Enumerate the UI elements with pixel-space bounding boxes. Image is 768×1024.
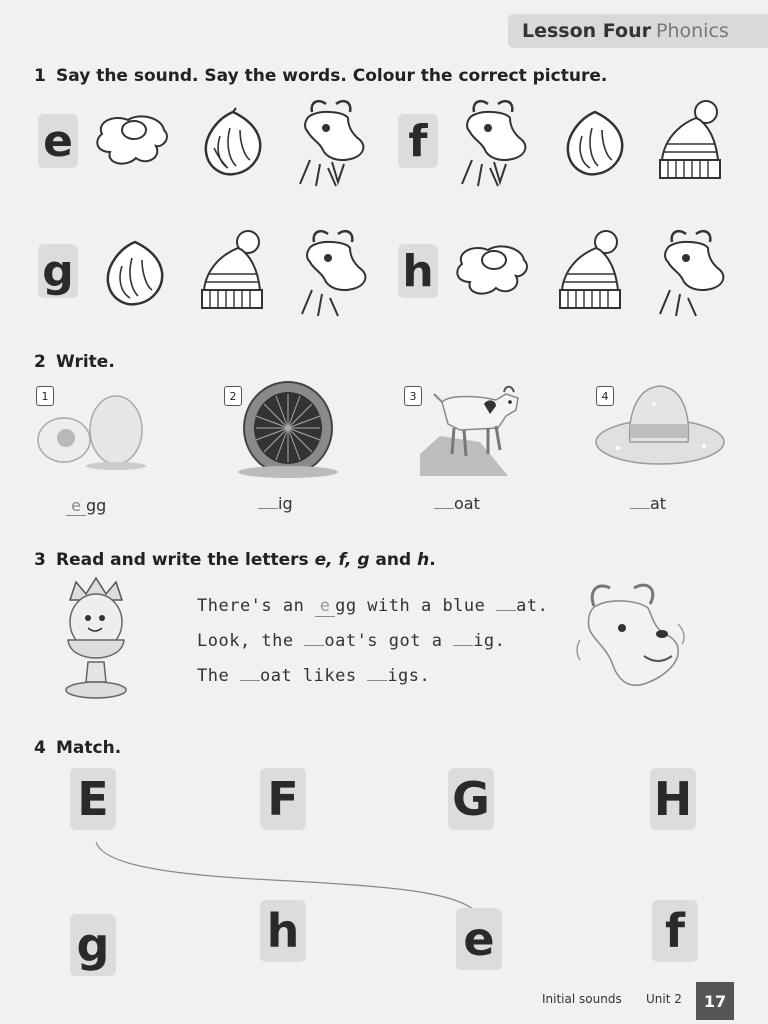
egg-fried-picture[interactable] <box>452 242 532 298</box>
letter-tile-e: e <box>38 114 78 168</box>
answer-blank[interactable] <box>304 645 324 646</box>
exercise-2-heading: 2 Write. <box>34 352 115 372</box>
uppercase-tile-H[interactable]: H <box>650 768 696 830</box>
goat-picture[interactable] <box>454 98 530 188</box>
answer-blank[interactable]: e <box>66 496 86 516</box>
exercise-1-heading: 1 Say the sound. Say the words. Colour the correct picture. <box>34 66 608 86</box>
goat-on-rock-picture <box>420 384 530 480</box>
item-number-box: 3 <box>404 386 422 406</box>
sentence-2: Look, the oat's got a ig. <box>197 631 506 651</box>
lowercase-tile-g[interactable]: g <box>70 914 116 976</box>
exercise-4-instruction: Match. <box>56 738 122 758</box>
fig-picture[interactable] <box>102 238 168 308</box>
write-line-1: e gg <box>66 496 106 516</box>
hat-picture[interactable] <box>656 98 726 184</box>
goat-picture[interactable] <box>292 98 368 188</box>
goat-picture[interactable] <box>294 228 370 318</box>
answer-blank[interactable] <box>496 610 516 611</box>
uppercase-tile-F[interactable]: F <box>260 768 306 830</box>
footer-section: Initial sounds <box>542 992 622 1006</box>
page-number: 17 <box>696 982 734 1020</box>
lesson-title: Lesson Four <box>522 20 651 42</box>
lowercase-tile-h[interactable]: h <box>260 900 306 962</box>
answer-blank[interactable] <box>434 508 454 509</box>
answer-blank[interactable]: e <box>315 596 335 617</box>
egg-cup-king-picture <box>62 576 134 702</box>
answer-blank[interactable] <box>630 508 650 509</box>
answer-blank[interactable] <box>240 680 260 681</box>
exercise-4-heading: 4 Match. <box>34 738 122 758</box>
lowercase-tile-f[interactable]: f <box>652 900 698 962</box>
sentence-3: The oat likes igs. <box>197 666 431 686</box>
egg-fried-picture[interactable] <box>92 112 172 168</box>
write-line-2: ig <box>258 494 293 513</box>
exercise-3-heading: 3 Read and write the letters e, f, g and h. <box>34 550 436 570</box>
lesson-topic: Phonics <box>656 20 729 42</box>
lowercase-tile-e[interactable]: e <box>456 908 502 970</box>
hat-picture[interactable] <box>556 228 626 314</box>
fig-cut-picture <box>236 380 346 480</box>
uppercase-tile-G[interactable]: G <box>448 768 494 830</box>
answer-blank[interactable] <box>453 645 473 646</box>
item-number-box: 4 <box>596 386 614 406</box>
letter-tile-h: h <box>398 244 438 298</box>
fig-picture[interactable] <box>562 108 628 178</box>
letter-tile-g: g <box>38 244 78 298</box>
exercise-2-instruction: Write. <box>56 352 115 372</box>
write-line-4: at <box>630 494 666 513</box>
goat-face-picture <box>574 576 690 700</box>
write-line-3: oat <box>434 494 480 513</box>
answer-blank[interactable] <box>367 680 387 681</box>
hat-picture[interactable] <box>198 228 268 314</box>
item-number-box: 2 <box>224 386 242 406</box>
letter-tile-f: f <box>398 114 438 168</box>
exercise-1-instruction: Say the sound. Say the words. Colour the correct picture. <box>56 66 608 86</box>
answer-blank[interactable] <box>258 508 278 509</box>
goat-picture[interactable] <box>652 228 728 318</box>
footer-unit: Unit 2 <box>646 992 682 1006</box>
uppercase-tile-E[interactable]: E <box>70 768 116 830</box>
item-number-box: 1 <box>36 386 54 406</box>
fig-picture[interactable] <box>200 108 266 178</box>
egg-picture <box>34 390 154 472</box>
lesson-header <box>508 14 768 48</box>
hat-picture-colour <box>594 380 728 476</box>
sentence-1: There's an e gg with a blue at. <box>197 596 549 616</box>
